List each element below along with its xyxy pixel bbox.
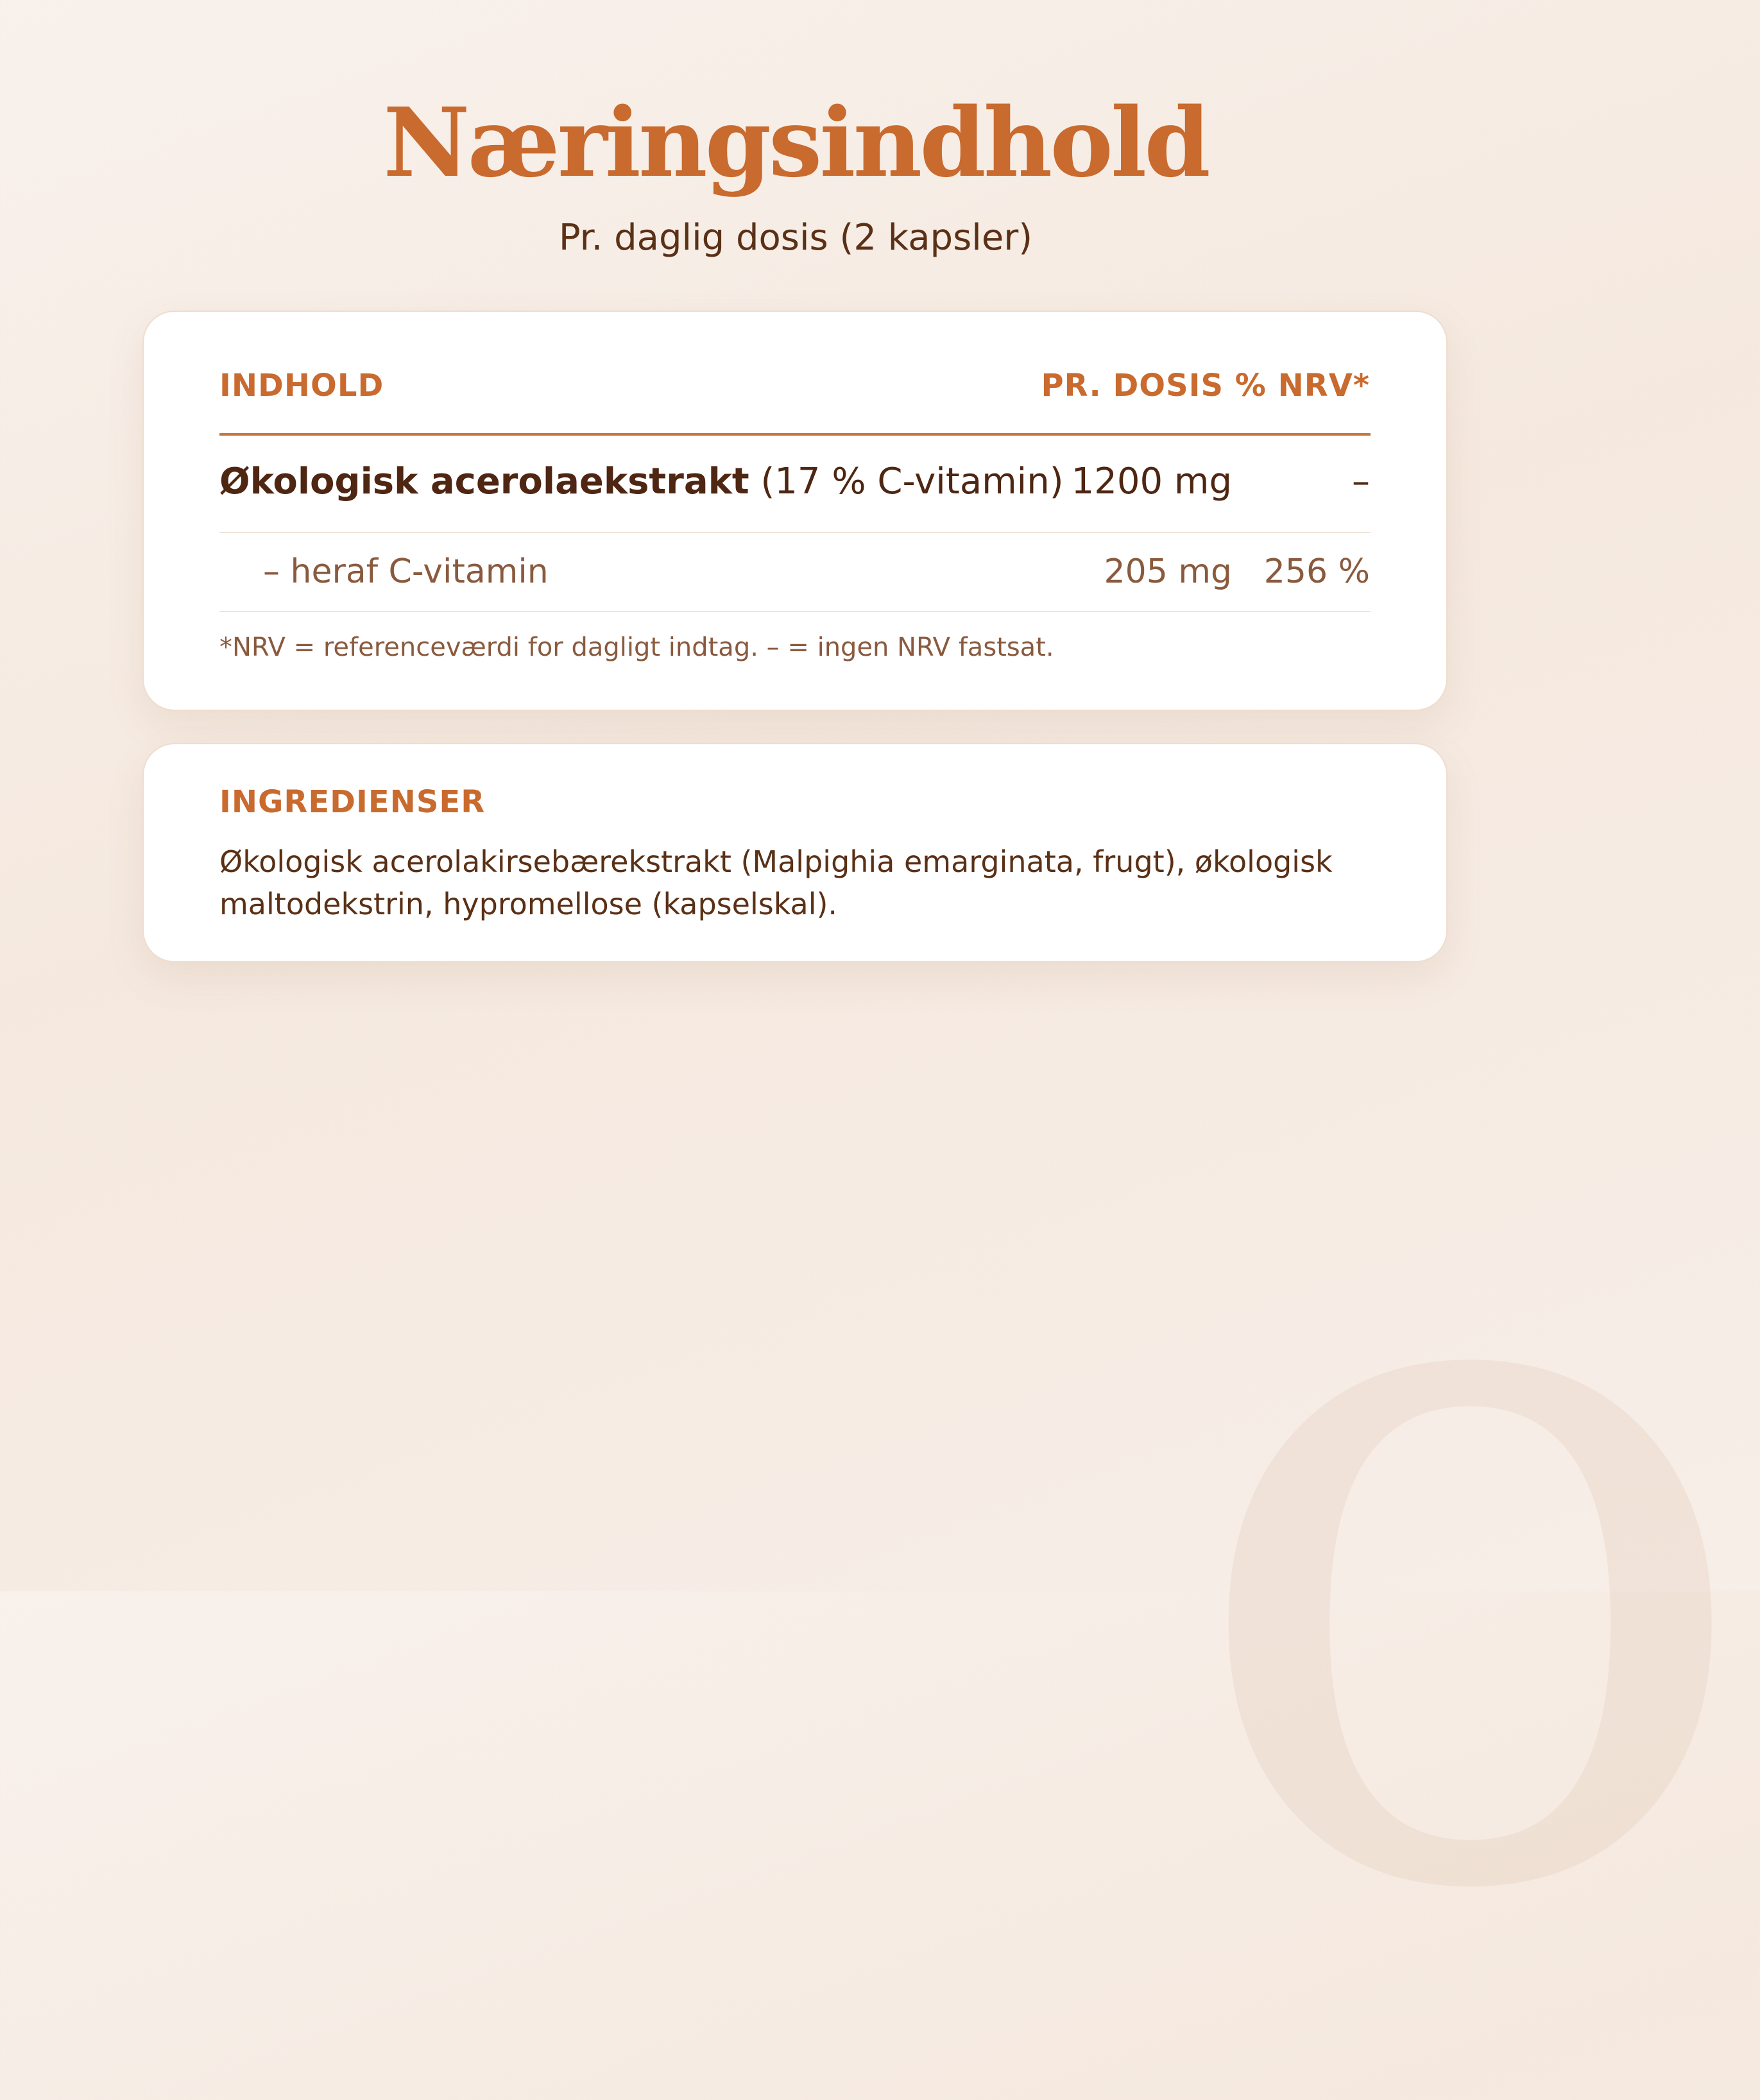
row-divider [219,532,1371,533]
page-title: Næringsindhold [383,87,1208,198]
nrv-footnote: *NRV = referenceværdi for dagligt indtag. – = ingen NRV fastsat. [219,633,1054,662]
sub-nutrient-nrv: 256 % [1263,552,1370,591]
nutrient-nrv: – [1352,461,1370,502]
column-header-content: INDHOLD [219,368,384,404]
page-subtitle: Pr. daglig dosis (2 kapsler) [558,217,1033,259]
ingredients-heading: INGREDIENSER [219,784,486,820]
ingredients-text: Økologisk acerolakirsebærekstrakt (Malpighia emarginata, frugt), økologisk maltodekstrin, hypromellose (kapselskal). [219,844,1333,921]
nutrient-dose: 1200 mg [1071,461,1232,502]
decorative-background-glyph: o [1181,980,1760,2100]
sub-nutrient-dose: 205 mg [1104,552,1232,591]
nutrient-name: Økologisk acerolaekstrakt (17 % C-vitamin) [219,461,1064,502]
column-header-dose-nrv: PR. DOSIS % NRV* [1041,368,1370,404]
header-divider [219,433,1371,436]
sub-nutrient-name: – heraf C-vitamin [263,552,549,591]
row-divider [219,611,1371,612]
